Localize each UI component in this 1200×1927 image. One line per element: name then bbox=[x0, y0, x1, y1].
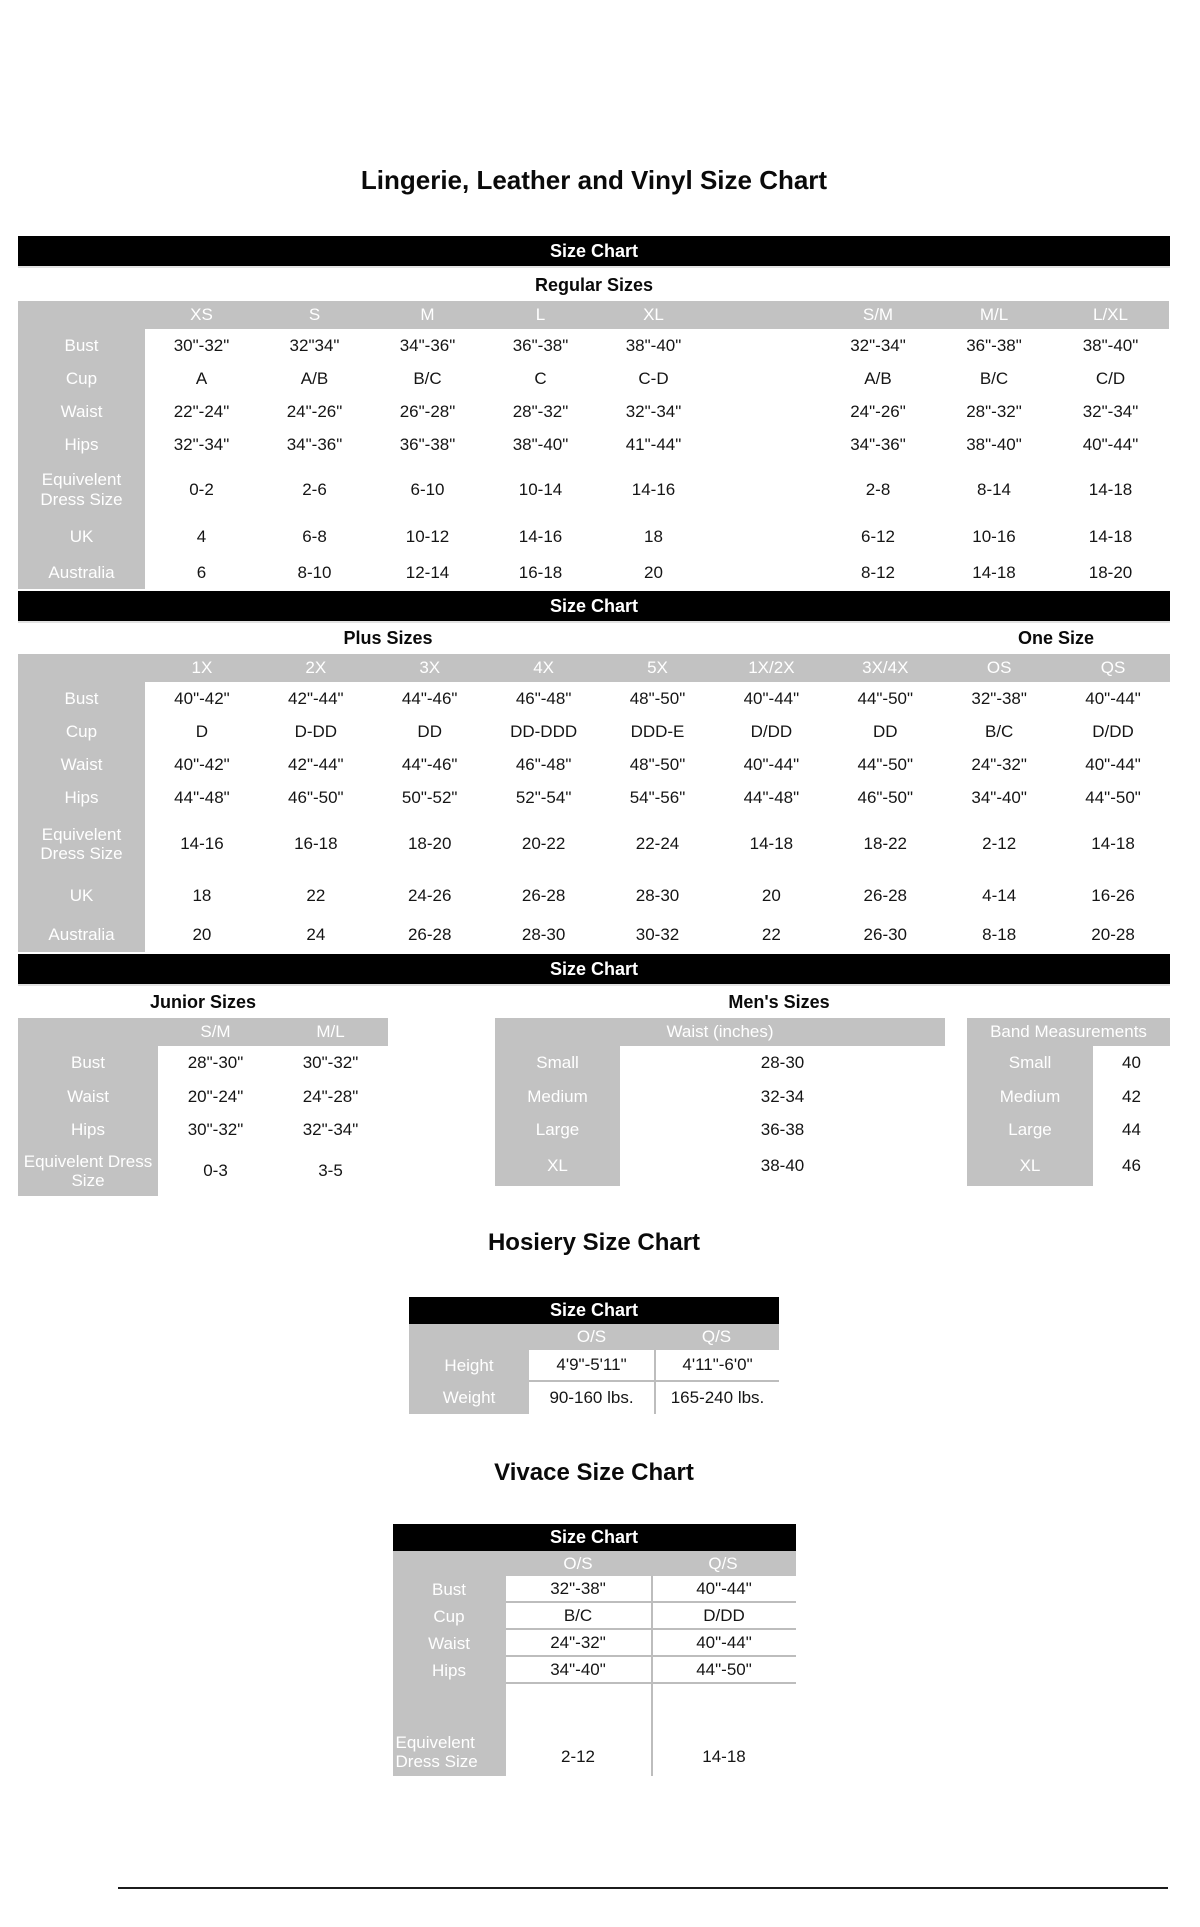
table-cell: B/C bbox=[371, 362, 484, 395]
table-cell: 40"-42" bbox=[145, 682, 259, 715]
table-cell: 50"-52" bbox=[373, 781, 487, 814]
column-header: L/XL bbox=[1052, 301, 1169, 329]
table-cell: 24"-32" bbox=[942, 748, 1056, 781]
table-cell: 10-12 bbox=[371, 518, 484, 556]
table-cell: 14-16 bbox=[145, 814, 259, 874]
regular-sizes-heading: Regular Sizes bbox=[534, 275, 654, 295]
table-cell: 28-30 bbox=[487, 917, 601, 952]
header-corner-cell bbox=[18, 301, 145, 329]
table-cell: 24"-28" bbox=[273, 1080, 388, 1113]
table-cell: 2-12 bbox=[506, 1684, 651, 1776]
row-label: Equivelent Dress Size bbox=[393, 1684, 506, 1776]
row-label: Waist bbox=[18, 395, 145, 428]
header-corner-cell bbox=[393, 1551, 506, 1576]
table-cell: 24"-26" bbox=[258, 395, 371, 428]
table-cell: 165-240 lbs. bbox=[654, 1382, 779, 1414]
table-cell: 26-28 bbox=[828, 874, 942, 917]
row-label: Large bbox=[967, 1113, 1093, 1146]
table-cell: 34"-40" bbox=[942, 781, 1056, 814]
table-cell: 14-18 bbox=[1052, 518, 1169, 556]
table-cell: D-DD bbox=[259, 715, 373, 748]
row-label: Medium bbox=[967, 1080, 1093, 1113]
table-cell: DDD-E bbox=[601, 715, 715, 748]
table-cell: 38"-40" bbox=[1052, 329, 1169, 362]
column-header: M/L bbox=[273, 1018, 388, 1046]
table-cell: 4'11"-6'0" bbox=[654, 1350, 779, 1382]
table-cell: 32"-34" bbox=[273, 1113, 388, 1146]
table-cell: DD bbox=[373, 715, 487, 748]
row-label: Waist bbox=[18, 748, 145, 781]
table-cell: 54"-56" bbox=[601, 781, 715, 814]
column-header: L bbox=[484, 301, 597, 329]
table-cell: 2-12 bbox=[942, 814, 1056, 874]
table-cell bbox=[710, 518, 820, 556]
table-cell: C/D bbox=[1052, 362, 1169, 395]
table-cell: D bbox=[145, 715, 259, 748]
table-cell: 28"-30" bbox=[158, 1046, 273, 1080]
table-cell: 32-34 bbox=[620, 1080, 945, 1113]
column-header: XS bbox=[145, 301, 258, 329]
column-header: M bbox=[371, 301, 484, 329]
hosiery-title: Hosiery Size Chart bbox=[487, 1229, 701, 1256]
table-cell: 46"-48" bbox=[487, 748, 601, 781]
mens-sizes-heading: Men's Sizes bbox=[728, 992, 830, 1012]
table-cell: 14-18 bbox=[936, 556, 1052, 589]
vivace-title: Vivace Size Chart bbox=[494, 1459, 694, 1486]
table-cell: 8-12 bbox=[820, 556, 936, 589]
table-cell: 10-16 bbox=[936, 518, 1052, 556]
table-cell: 26-30 bbox=[828, 917, 942, 952]
table-cell: 38"-40" bbox=[597, 329, 710, 362]
table-cell: 42 bbox=[1093, 1080, 1170, 1113]
table-cell: D/DD bbox=[714, 715, 828, 748]
table-cell: 44 bbox=[1093, 1113, 1170, 1146]
table-cell: 20 bbox=[714, 874, 828, 917]
sub-table-header: Band Measurements bbox=[967, 1018, 1170, 1046]
table-cell: 16-18 bbox=[259, 814, 373, 874]
table-cell: 32"-34" bbox=[597, 395, 710, 428]
table-cell: 20-28 bbox=[1056, 917, 1170, 952]
table-cell bbox=[710, 428, 820, 461]
row-label: Hips bbox=[18, 1113, 158, 1146]
column-header: OS bbox=[942, 654, 1056, 682]
table-cell: B/C bbox=[936, 362, 1052, 395]
table-cell: 14-16 bbox=[484, 518, 597, 556]
table-cell: 4 bbox=[145, 518, 258, 556]
hosiery-table bbox=[409, 1324, 779, 1414]
table-cell: 8-10 bbox=[258, 556, 371, 589]
table-cell: 6-8 bbox=[258, 518, 371, 556]
table-cell: 46"-50" bbox=[259, 781, 373, 814]
table-cell: 40"-44" bbox=[714, 682, 828, 715]
table-cell: 16-26 bbox=[1056, 874, 1170, 917]
table-cell: 44"-50" bbox=[651, 1657, 796, 1684]
plus-one-size-heading-row bbox=[18, 625, 1170, 651]
junior-sizes-heading: Junior Sizes bbox=[149, 992, 257, 1012]
table-cell: 44"-50" bbox=[828, 682, 942, 715]
header-corner-cell bbox=[18, 1018, 158, 1046]
junior-mens-section bbox=[18, 954, 1170, 1196]
table-cell: 14-18 bbox=[714, 814, 828, 874]
table-cell: 24-26 bbox=[373, 874, 487, 917]
table-cell: 20 bbox=[145, 917, 259, 952]
table-cell: 36"-38" bbox=[371, 428, 484, 461]
size-chart-bar-label: Size Chart bbox=[549, 1300, 639, 1320]
size-chart-bar-label: Size Chart bbox=[549, 595, 639, 616]
row-label: UK bbox=[18, 518, 145, 556]
row-label: XL bbox=[495, 1146, 620, 1186]
table-cell bbox=[710, 556, 820, 589]
table-cell bbox=[710, 395, 820, 428]
table-cell: 46"-50" bbox=[828, 781, 942, 814]
table-cell: 14-18 bbox=[1056, 814, 1170, 874]
row-label: Height bbox=[409, 1350, 529, 1382]
table-cell: 26-28 bbox=[373, 917, 487, 952]
mens-sizes-tables bbox=[495, 1018, 1170, 1196]
row-label: Waist bbox=[18, 1080, 158, 1113]
table-cell: 14-18 bbox=[651, 1684, 796, 1776]
table-cell: 30"-32" bbox=[158, 1113, 273, 1146]
column-header: 2X bbox=[259, 654, 373, 682]
table-cell: 0-2 bbox=[145, 461, 258, 518]
table-cell: 30"-32" bbox=[145, 329, 258, 362]
size-chart-bar-label: Size Chart bbox=[549, 958, 639, 979]
row-label: Small bbox=[967, 1046, 1093, 1080]
row-label: Small bbox=[495, 1046, 620, 1080]
column-header: XL bbox=[597, 301, 710, 329]
column-header: Q/S bbox=[651, 1551, 796, 1576]
junior-mens-heading-row bbox=[18, 989, 1170, 1015]
table-cell: B/C bbox=[506, 1603, 651, 1630]
table-cell: 28-30 bbox=[601, 874, 715, 917]
page-title: Lingerie, Leather and Vinyl Size Chart bbox=[360, 165, 828, 195]
table-cell: 90-160 lbs. bbox=[529, 1382, 654, 1414]
table-cell: 18-20 bbox=[1052, 556, 1169, 589]
table-cell: 14-18 bbox=[1052, 461, 1169, 518]
regular-sizes-section bbox=[18, 236, 1170, 589]
size-chart-bar-label: Size Chart bbox=[549, 1527, 639, 1547]
table-cell: 28"-32" bbox=[484, 395, 597, 428]
column-header: 3X bbox=[373, 654, 487, 682]
table-cell: 2-8 bbox=[820, 461, 936, 518]
bottom-rule bbox=[118, 1887, 1168, 1889]
table-cell: 44"-46" bbox=[373, 682, 487, 715]
mens-waist-table bbox=[495, 1018, 945, 1186]
table-cell: 28-30 bbox=[620, 1046, 945, 1080]
table-cell: 40"-44" bbox=[651, 1576, 796, 1603]
column-header: 4X bbox=[487, 654, 601, 682]
column-header: M/L bbox=[936, 301, 1052, 329]
table-cell: 22-24 bbox=[601, 814, 715, 874]
regular-sizes-table bbox=[18, 301, 1170, 589]
size-chart-bar bbox=[18, 236, 1170, 268]
row-label: Weight bbox=[409, 1382, 529, 1414]
size-chart-bar bbox=[18, 954, 1170, 986]
row-label: Bust bbox=[18, 329, 145, 362]
column-header: O/S bbox=[529, 1324, 654, 1350]
table-cell: 44"-50" bbox=[1056, 781, 1170, 814]
hosiery-size-chart bbox=[409, 1297, 779, 1414]
table-cell: 22"-24" bbox=[145, 395, 258, 428]
column-header: S bbox=[258, 301, 371, 329]
plus-sizes-heading: Plus Sizes bbox=[343, 628, 433, 648]
table-cell: 28"-32" bbox=[936, 395, 1052, 428]
table-cell: 36"-38" bbox=[484, 329, 597, 362]
table-cell: 32"34" bbox=[258, 329, 371, 362]
table-cell: 32"-34" bbox=[820, 329, 936, 362]
row-label: Bust bbox=[18, 682, 145, 715]
table-cell: 24"-26" bbox=[820, 395, 936, 428]
table-cell: 8-18 bbox=[942, 917, 1056, 952]
table-cell: 34"-36" bbox=[371, 329, 484, 362]
table-cell: 18-20 bbox=[373, 814, 487, 874]
table-cell: 22 bbox=[714, 917, 828, 952]
row-label: Hips bbox=[393, 1657, 506, 1684]
table-cell: 4'9"-5'11" bbox=[529, 1350, 654, 1382]
table-cell: 10-14 bbox=[484, 461, 597, 518]
row-label: UK bbox=[18, 874, 145, 917]
table-cell: 32"-38" bbox=[506, 1576, 651, 1603]
table-cell: 44"-50" bbox=[828, 748, 942, 781]
column-header: 1X/2X bbox=[714, 654, 828, 682]
row-label: Australia bbox=[18, 556, 145, 589]
table-cell: 18 bbox=[145, 874, 259, 917]
table-cell: C bbox=[484, 362, 597, 395]
table-cell: A/B bbox=[820, 362, 936, 395]
table-cell: 38"-40" bbox=[936, 428, 1052, 461]
table-cell: 48"-50" bbox=[601, 748, 715, 781]
vivace-size-chart bbox=[393, 1524, 796, 1776]
table-cell: 40"-44" bbox=[1056, 748, 1170, 781]
mens-band-table bbox=[967, 1018, 1170, 1186]
row-label: Cup bbox=[18, 362, 145, 395]
row-label: Bust bbox=[393, 1576, 506, 1603]
table-cell: 38"-40" bbox=[484, 428, 597, 461]
table-cell bbox=[710, 362, 820, 395]
sub-table-header: Waist (inches) bbox=[495, 1018, 945, 1046]
size-chart-bar bbox=[393, 1524, 796, 1551]
table-cell: 30"-32" bbox=[273, 1046, 388, 1080]
table-cell: 34"-40" bbox=[506, 1657, 651, 1684]
table-cell: 14-16 bbox=[597, 461, 710, 518]
table-cell: 24 bbox=[259, 917, 373, 952]
table-cell bbox=[710, 329, 820, 362]
table-cell bbox=[710, 461, 820, 518]
row-label: Equivelent Dress Size bbox=[18, 461, 145, 518]
row-label: Equivelent Dress Size bbox=[18, 1146, 158, 1196]
table-cell: 40 bbox=[1093, 1046, 1170, 1080]
size-chart-bar bbox=[409, 1297, 779, 1324]
table-cell: 32"-34" bbox=[145, 428, 258, 461]
column-header: Q/S bbox=[654, 1324, 779, 1350]
table-cell: 18-22 bbox=[828, 814, 942, 874]
table-cell: 52"-54" bbox=[487, 781, 601, 814]
row-label: Australia bbox=[18, 917, 145, 952]
table-cell: 46 bbox=[1093, 1146, 1170, 1186]
table-cell: D/DD bbox=[651, 1603, 796, 1630]
column-header: 3X/4X bbox=[828, 654, 942, 682]
table-cell: 20-22 bbox=[487, 814, 601, 874]
table-cell: A bbox=[145, 362, 258, 395]
table-cell: 40"-44" bbox=[1052, 428, 1169, 461]
table-cell: 36-38 bbox=[620, 1113, 945, 1146]
table-cell: 42"-44" bbox=[259, 748, 373, 781]
row-label: Hips bbox=[18, 781, 145, 814]
row-label: Cup bbox=[393, 1603, 506, 1630]
column-header: S/M bbox=[820, 301, 936, 329]
row-label: Hips bbox=[18, 428, 145, 461]
table-cell: 44"-48" bbox=[145, 781, 259, 814]
table-cell: DD bbox=[828, 715, 942, 748]
table-cell: 22 bbox=[259, 874, 373, 917]
table-cell: 26-28 bbox=[487, 874, 601, 917]
table-cell: 6-10 bbox=[371, 461, 484, 518]
row-label: Bust bbox=[18, 1046, 158, 1080]
table-cell: C-D bbox=[597, 362, 710, 395]
table-cell: 3-5 bbox=[273, 1146, 388, 1196]
row-label: XL bbox=[967, 1146, 1093, 1186]
table-cell: 40"-44" bbox=[651, 1630, 796, 1657]
table-cell: 20 bbox=[597, 556, 710, 589]
table-cell: 30-32 bbox=[601, 917, 715, 952]
row-label: Medium bbox=[495, 1080, 620, 1113]
table-cell: 6 bbox=[145, 556, 258, 589]
table-cell: 48"-50" bbox=[601, 682, 715, 715]
table-cell: 2-6 bbox=[258, 461, 371, 518]
table-cell: 38-40 bbox=[620, 1146, 945, 1186]
table-cell: 40"-44" bbox=[1056, 682, 1170, 715]
table-cell: 41"-44" bbox=[597, 428, 710, 461]
table-cell: 4-14 bbox=[942, 874, 1056, 917]
column-header bbox=[710, 301, 820, 329]
junior-sizes-table bbox=[18, 1018, 388, 1196]
header-corner-cell bbox=[409, 1324, 529, 1350]
column-header: QS bbox=[1056, 654, 1170, 682]
plus-sizes-section bbox=[18, 591, 1170, 952]
row-label: Equivelent Dress Size bbox=[18, 814, 145, 874]
size-chart-bar bbox=[18, 591, 1170, 623]
one-size-heading: One Size bbox=[1017, 628, 1095, 648]
row-label: Waist bbox=[393, 1630, 506, 1657]
table-cell: 40"-42" bbox=[145, 748, 259, 781]
table-cell: 34"-36" bbox=[820, 428, 936, 461]
row-label: Cup bbox=[18, 715, 145, 748]
table-cell: 46"-48" bbox=[487, 682, 601, 715]
table-cell: 8-14 bbox=[936, 461, 1052, 518]
table-cell: 34"-36" bbox=[258, 428, 371, 461]
vivace-table bbox=[393, 1551, 796, 1776]
table-cell: 44"-46" bbox=[373, 748, 487, 781]
column-header: S/M bbox=[158, 1018, 273, 1046]
table-cell: 42"-44" bbox=[259, 682, 373, 715]
size-chart-bar-label: Size Chart bbox=[549, 240, 639, 261]
table-cell: 36"-38" bbox=[936, 329, 1052, 362]
plus-sizes-table bbox=[18, 654, 1170, 952]
column-header: 1X bbox=[145, 654, 259, 682]
column-header: 5X bbox=[601, 654, 715, 682]
table-cell: 18 bbox=[597, 518, 710, 556]
table-cell: 20"-24" bbox=[158, 1080, 273, 1113]
table-cell: 32"-34" bbox=[1052, 395, 1169, 428]
table-cell: 6-12 bbox=[820, 518, 936, 556]
table-cell: 24"-32" bbox=[506, 1630, 651, 1657]
table-cell: 40"-44" bbox=[714, 748, 828, 781]
table-cell: 12-14 bbox=[371, 556, 484, 589]
table-cell: 0-3 bbox=[158, 1146, 273, 1196]
table-cell: 26"-28" bbox=[371, 395, 484, 428]
table-cell: A/B bbox=[258, 362, 371, 395]
table-cell: B/C bbox=[942, 715, 1056, 748]
table-cell: 32"-38" bbox=[942, 682, 1056, 715]
table-cell: 16-18 bbox=[484, 556, 597, 589]
junior-mens-tables bbox=[18, 1018, 1170, 1196]
table-cell: 44"-48" bbox=[714, 781, 828, 814]
table-cell: D/DD bbox=[1056, 715, 1170, 748]
row-label: Large bbox=[495, 1113, 620, 1146]
column-header: O/S bbox=[506, 1551, 651, 1576]
heading-spacer bbox=[758, 625, 942, 651]
table-cell: DD-DDD bbox=[487, 715, 601, 748]
header-corner-cell bbox=[18, 654, 145, 682]
